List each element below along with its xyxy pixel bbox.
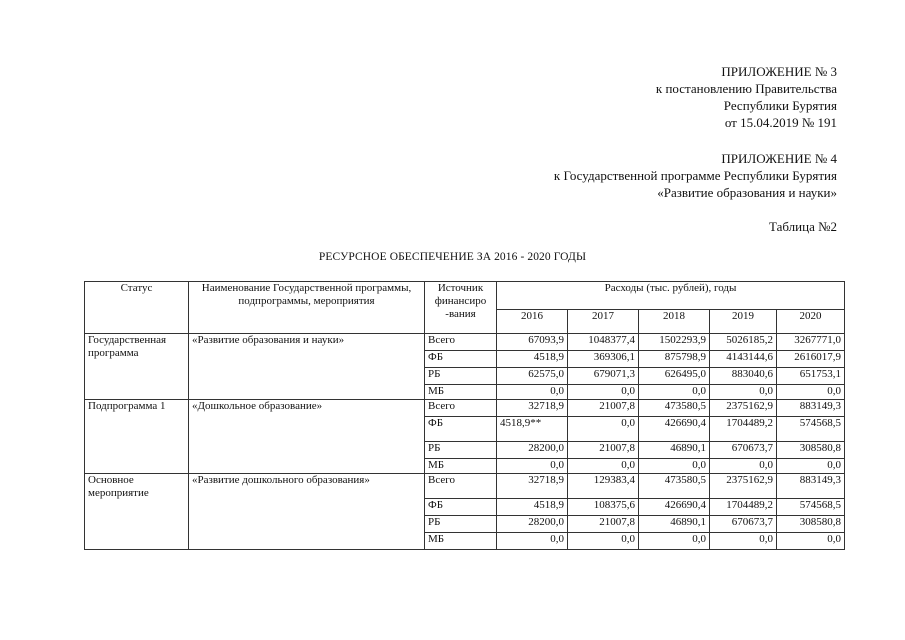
- value-cell: 574568,5: [777, 499, 845, 516]
- value-cell: 4518,9: [497, 499, 568, 516]
- header-year: 2016: [497, 310, 568, 334]
- source-cell: ФБ: [425, 417, 497, 442]
- value-cell: 0,0: [497, 533, 568, 550]
- header-expenses: Расходы (тыс. рублей), годы: [497, 282, 845, 310]
- header-year: 2018: [639, 310, 710, 334]
- source-cell: ФБ: [425, 499, 497, 516]
- value-cell: 108375,6: [568, 499, 639, 516]
- value-cell: 426690,4: [639, 499, 710, 516]
- value-cell: 574568,5: [777, 417, 845, 442]
- value-cell: 0,0: [639, 533, 710, 550]
- value-cell: 2616017,9: [777, 351, 845, 368]
- value-cell: 670673,7: [710, 516, 777, 533]
- appendix-3-title: ПРИЛОЖЕНИЕ № 3: [721, 64, 837, 79]
- appendix-4-header: [554, 150, 837, 201]
- appendix-3-ref: к постановлению Правительства: [655, 81, 837, 96]
- header-year: 2019: [710, 310, 777, 334]
- header-year: 2020: [777, 310, 845, 334]
- value-cell: 426690,4: [639, 417, 710, 442]
- value-cell: 883040,6: [710, 368, 777, 385]
- program-name-cell: «Развитие образования и науки»: [189, 334, 425, 400]
- value-cell: 883149,3: [777, 400, 845, 417]
- source-cell: РБ: [425, 442, 497, 459]
- value-cell: 4143144,6: [710, 351, 777, 368]
- appendix-4-title: ПРИЛОЖЕНИЕ № 4: [721, 151, 837, 166]
- value-cell: 0,0: [777, 459, 845, 474]
- value-cell: 21007,8: [568, 442, 639, 459]
- table-body: [85, 334, 845, 550]
- value-cell: 369306,1: [568, 351, 639, 368]
- source-cell: ФБ: [425, 351, 497, 368]
- source-cell: МБ: [425, 459, 497, 474]
- value-cell: 651753,1: [777, 368, 845, 385]
- source-cell: РБ: [425, 516, 497, 533]
- source-cell: Всего: [425, 474, 497, 499]
- value-cell: 0,0: [497, 459, 568, 474]
- value-cell: 308580,8: [777, 516, 845, 533]
- appendix-3-header: [656, 63, 837, 131]
- value-cell: 0,0: [497, 385, 568, 400]
- value-cell: 473580,5: [639, 474, 710, 499]
- value-cell: 0,0: [710, 533, 777, 550]
- appendix-4-ref: к Государственной программе Республики Бурятия: [553, 168, 837, 183]
- header-name: Наименование Государственной программы, подпрограммы, мероприятия: [189, 282, 425, 334]
- value-cell: 32718,9: [497, 474, 568, 499]
- value-cell: 0,0: [568, 385, 639, 400]
- value-cell: 679071,3: [568, 368, 639, 385]
- table-number: Таблица №2: [768, 219, 837, 234]
- value-cell: 670673,7: [710, 442, 777, 459]
- value-cell: 21007,8: [568, 516, 639, 533]
- value-cell: 28200,0: [497, 516, 568, 533]
- value-cell: 626495,0: [639, 368, 710, 385]
- value-cell: 0,0: [639, 459, 710, 474]
- value-cell: 0,0: [568, 533, 639, 550]
- source-cell: МБ: [425, 533, 497, 550]
- header-year: 2017: [568, 310, 639, 334]
- source-cell: РБ: [425, 368, 497, 385]
- value-cell: 1048377,4: [568, 334, 639, 351]
- value-cell: 21007,8: [568, 400, 639, 417]
- value-cell: 0,0: [777, 385, 845, 400]
- appendix-3-date: от 15.04.2019 № 191: [724, 115, 837, 130]
- value-cell: 0,0: [568, 417, 639, 442]
- value-cell: 1704489,2: [710, 499, 777, 516]
- status-cell: Подпрограмма 1: [85, 400, 189, 474]
- value-cell: 67093,9: [497, 334, 568, 351]
- header-source: Источник финансиро -вания: [425, 282, 497, 334]
- program-name-cell: «Дошкольное образование»: [189, 400, 425, 474]
- table-row: [85, 400, 845, 417]
- value-cell: 0,0: [568, 459, 639, 474]
- resource-table: [84, 281, 845, 550]
- value-cell: 32718,9: [497, 400, 568, 417]
- value-cell: 308580,8: [777, 442, 845, 459]
- value-cell: 473580,5: [639, 400, 710, 417]
- header-status: Статус: [85, 282, 189, 334]
- source-cell: Всего: [425, 400, 497, 417]
- value-cell: 0,0: [639, 385, 710, 400]
- source-cell: Всего: [425, 334, 497, 351]
- value-cell: 28200,0: [497, 442, 568, 459]
- value-cell: 1502293,9: [639, 334, 710, 351]
- program-name-cell: «Развитие дошкольного образования»: [189, 474, 425, 550]
- value-cell: 3267771,0: [777, 334, 845, 351]
- value-cell: 129383,4: [568, 474, 639, 499]
- value-cell: 4518,9: [497, 351, 568, 368]
- appendix-4-program: «Развитие образования и науки»: [657, 185, 837, 200]
- value-cell: 875798,9: [639, 351, 710, 368]
- status-cell: Основное мероприятие: [85, 474, 189, 550]
- value-cell: 46890,1: [639, 442, 710, 459]
- value-cell: 0,0: [710, 459, 777, 474]
- source-cell: МБ: [425, 385, 497, 400]
- value-cell: 2375162,9: [710, 400, 777, 417]
- table-row: [85, 474, 845, 499]
- value-cell: 62575,0: [497, 368, 568, 385]
- value-cell: 1704489,2: [710, 417, 777, 442]
- status-cell: Государственная программа: [85, 334, 189, 400]
- value-cell: 0,0: [710, 385, 777, 400]
- table-row: [85, 334, 845, 351]
- value-cell: 883149,3: [777, 474, 845, 499]
- value-cell: 4518,9**: [497, 417, 568, 442]
- value-cell: 46890,1: [639, 516, 710, 533]
- document-title: РЕСУРСНОЕ ОБЕСПЕЧЕНИЕ ЗА 2016 - 2020 ГОДЫ: [318, 251, 587, 263]
- appendix-3-org: Республики Бурятия: [723, 98, 837, 113]
- value-cell: 2375162,9: [710, 474, 777, 499]
- value-cell: 5026185,2: [710, 334, 777, 351]
- value-cell: 0,0: [777, 533, 845, 550]
